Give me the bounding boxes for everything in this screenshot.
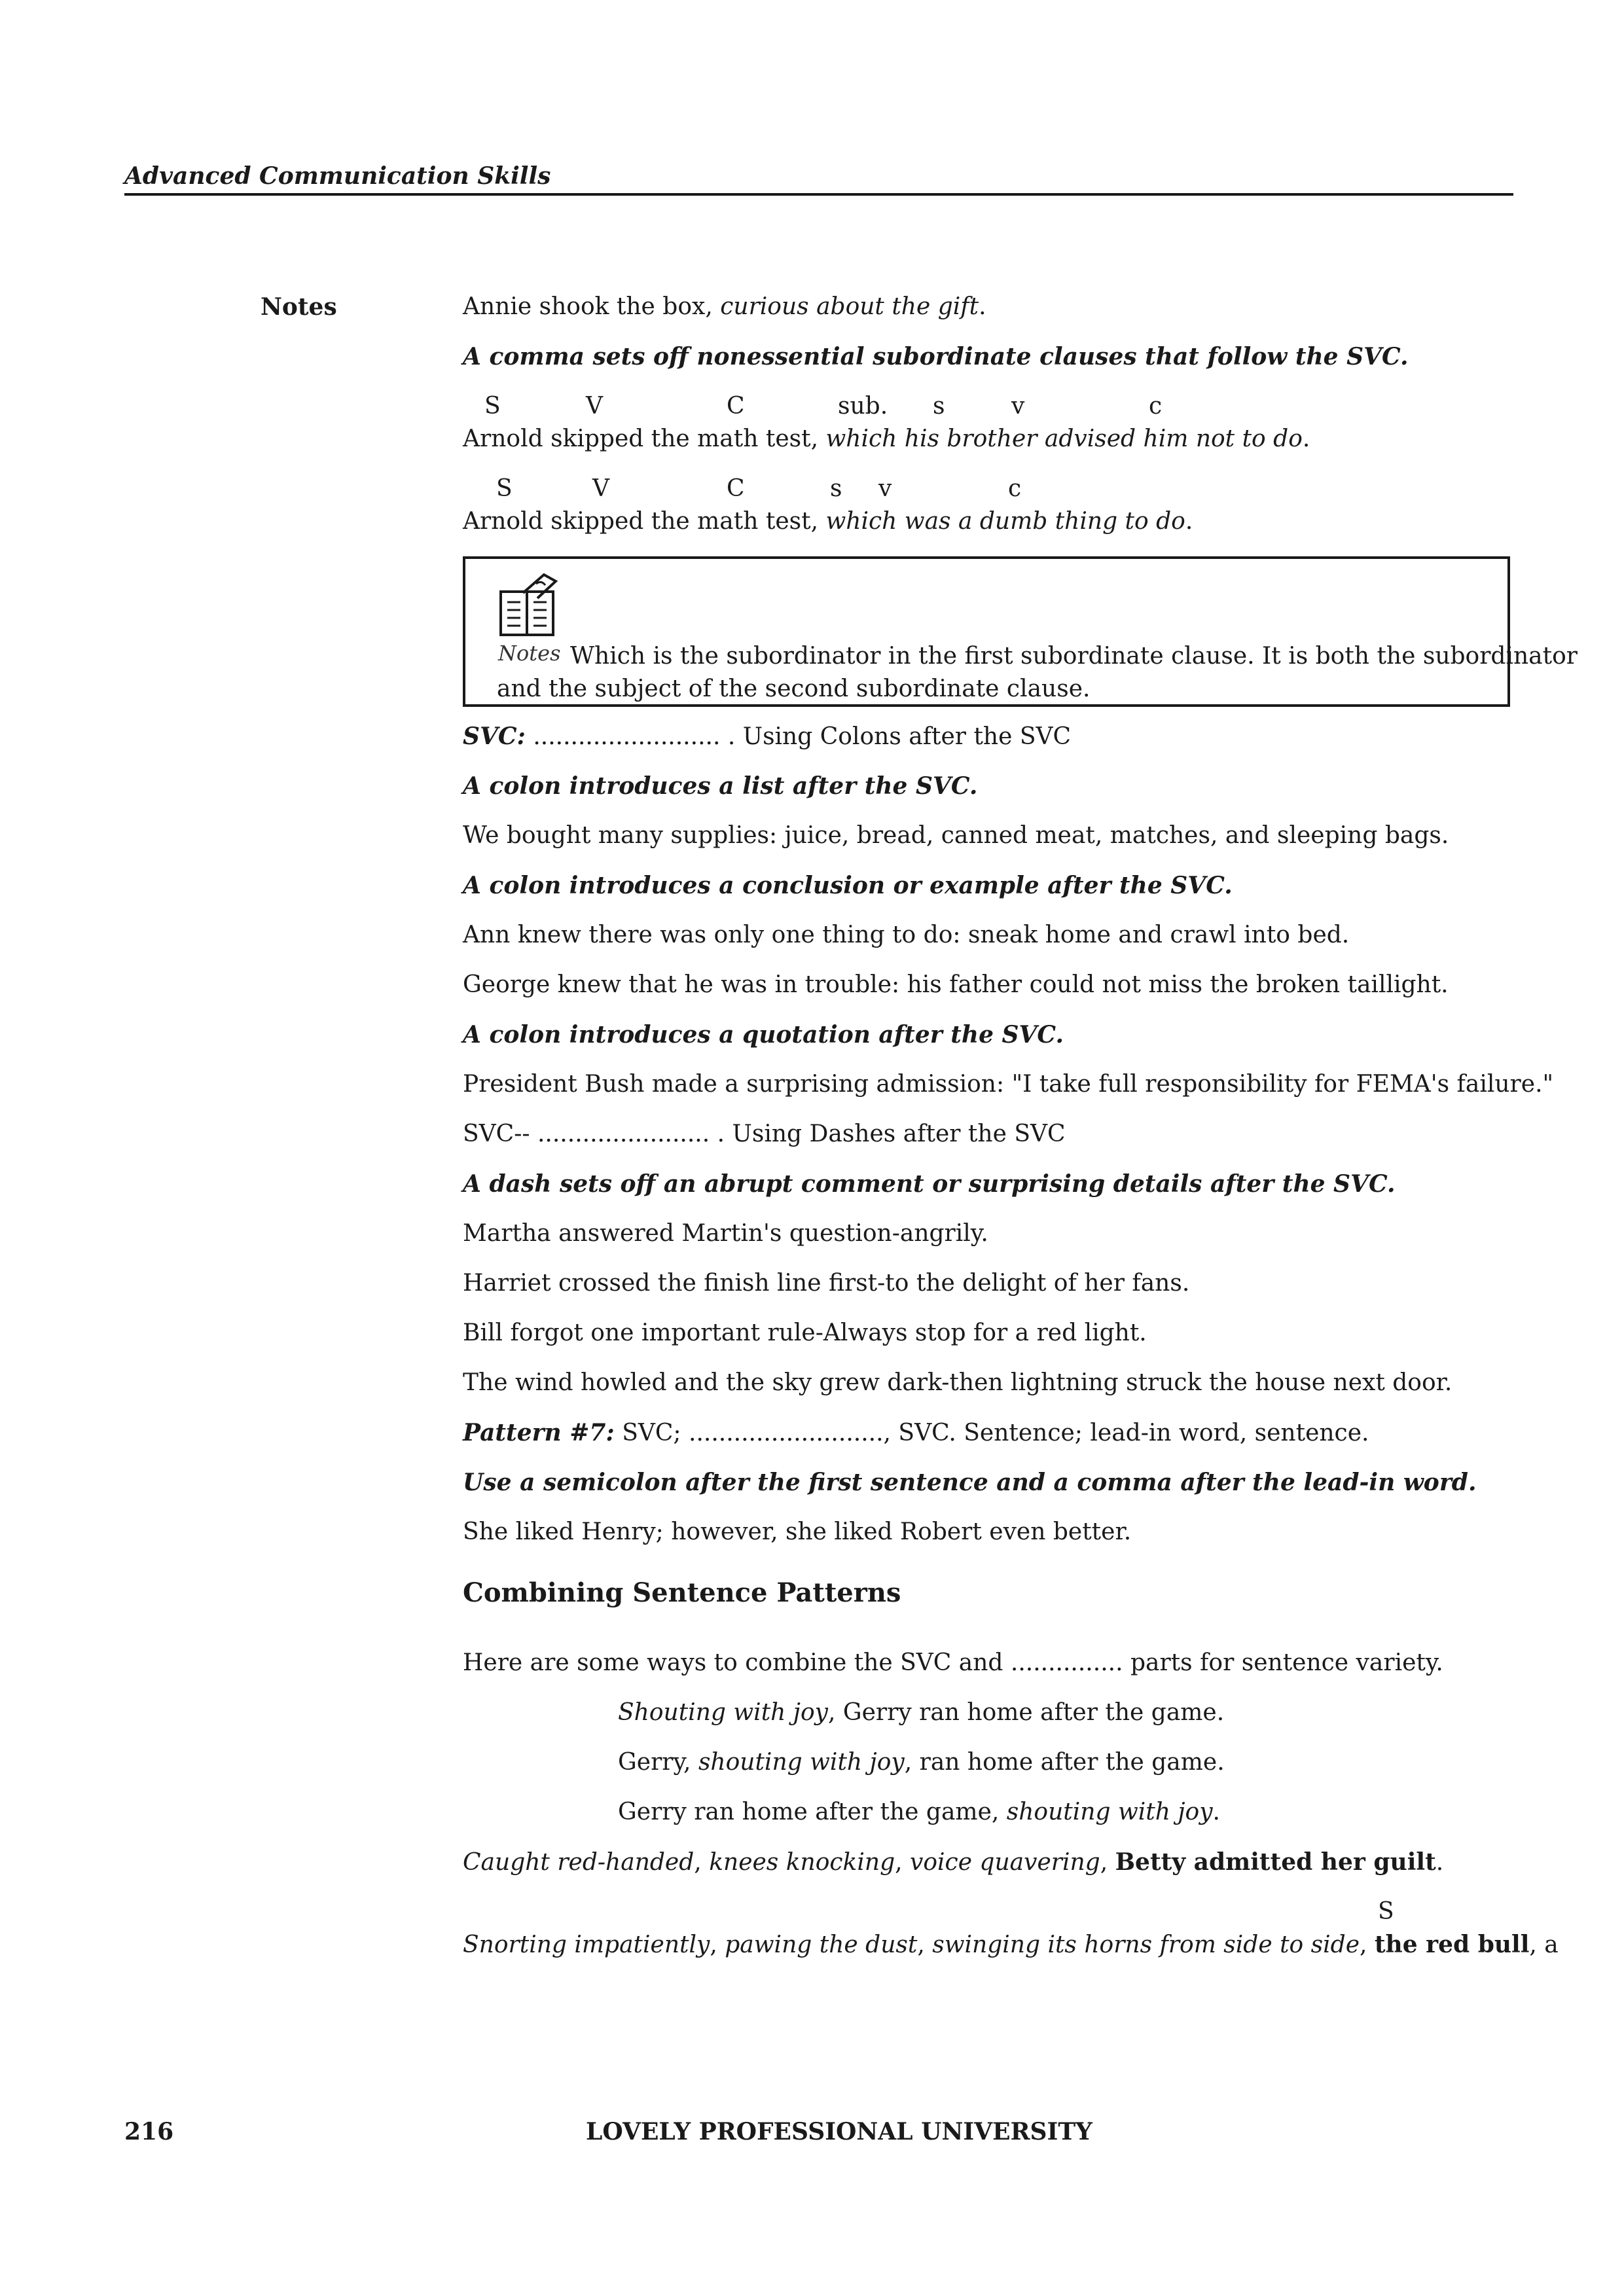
text-run: , Gerry ran home after the game. bbox=[827, 1699, 1225, 1726]
notes-text-line: Which is the subordinator in the first subordinate clause. It is both the subordinator bbox=[570, 643, 1578, 670]
grammar-marker: s bbox=[933, 393, 945, 420]
text-run: , a bbox=[1529, 1931, 1559, 1958]
text-run: , ran home after the game. bbox=[904, 1749, 1225, 1776]
bold-italic-label: SVC: bbox=[463, 723, 526, 750]
grammar-marker: S bbox=[1378, 1898, 1394, 1925]
text-run: . bbox=[979, 293, 986, 320]
text-run: ......................... . Using Colons after the SVC bbox=[525, 723, 1072, 750]
text-line: The wind howled and the sky grew dark-then lightning struck the house next door. bbox=[463, 1369, 1453, 1396]
text-run: Annie shook the box, bbox=[463, 293, 721, 320]
italic-phrase: voice quavering bbox=[910, 1849, 1100, 1876]
margin-notes-label: Notes bbox=[261, 293, 337, 321]
italic-phrase: Shouting with joy bbox=[618, 1699, 828, 1726]
example-line bbox=[618, 1799, 1220, 1825]
grammar-marker: C bbox=[727, 393, 745, 420]
bold-italic-label: Pattern #7: bbox=[463, 1419, 615, 1446]
text-line: George knew that he was in trouble: his father could not miss the broken taillight. bbox=[463, 971, 1449, 998]
text-run: , bbox=[710, 1931, 725, 1958]
notes-label: Notes bbox=[498, 641, 561, 666]
text-run: . bbox=[1302, 425, 1310, 452]
text-line: Harriet crossed the finish line first-to the delight of her fans. bbox=[463, 1270, 1190, 1297]
grammar-marker: V bbox=[592, 475, 609, 502]
italic-phrase: which was a dumb thing to do bbox=[825, 508, 1185, 535]
text-run: , bbox=[1100, 1849, 1115, 1876]
text-line bbox=[463, 1419, 1369, 1446]
footer-university: LOVELY PROFESSIONAL UNIVERSITY bbox=[586, 2118, 1092, 2145]
text-run: Gerry ran home after the game, bbox=[618, 1799, 1007, 1825]
text-run: . bbox=[1212, 1799, 1220, 1825]
text-run: , bbox=[1360, 1931, 1375, 1958]
text-run: , bbox=[917, 1931, 933, 1958]
text-line: Bill forgot one important rule-Always stop for a red light. bbox=[463, 1319, 1147, 1346]
page-number: 216 bbox=[124, 2118, 174, 2145]
grammar-marker: sub. bbox=[838, 393, 888, 420]
grammar-marker: S bbox=[496, 475, 513, 502]
text-line bbox=[463, 508, 1193, 535]
italic-phrase: shouting with joy bbox=[1006, 1799, 1213, 1825]
text-line bbox=[463, 425, 1310, 452]
text-run: Gerry, bbox=[618, 1749, 698, 1776]
italic-phrase: curious about the gift bbox=[720, 293, 979, 320]
italic-phrase: shouting with joy bbox=[698, 1749, 905, 1776]
italic-phrase: pawing the dust bbox=[725, 1931, 918, 1958]
notes-text-line: and the subject of the second subordinate clause. bbox=[497, 675, 1091, 702]
text-line: SVC-- ....................... . Using Dashes after the SVC bbox=[463, 1121, 1066, 1147]
rule-statement: A colon introduces a conclusion or example after the SVC. bbox=[463, 872, 1233, 899]
text-line bbox=[463, 723, 1071, 750]
italic-phrase: swinging its horns from side to side bbox=[932, 1931, 1360, 1958]
section-heading: Combining Sentence Patterns bbox=[463, 1577, 901, 1608]
rule-statement: Use a semicolon after the first sentence and a comma after the lead-in word. bbox=[463, 1469, 1477, 1496]
grammar-marker: v bbox=[1011, 393, 1025, 420]
grammar-marker: C bbox=[727, 475, 745, 502]
text-run: , bbox=[895, 1849, 910, 1876]
grammar-marker: V bbox=[586, 393, 603, 420]
text-run: . bbox=[1185, 508, 1193, 535]
text-line: We bought many supplies: juice, bread, canned meat, matches, and sleeping bags. bbox=[463, 822, 1449, 849]
rule-statement: A comma sets off nonessential subordinate clauses that follow the SVC. bbox=[463, 343, 1409, 370]
grammar-marker: v bbox=[878, 475, 892, 502]
text-line: Ann knew there was only one thing to do: sneak home and crawl into bed. bbox=[463, 922, 1350, 948]
text-line bbox=[463, 293, 986, 320]
italic-phrase: knees knocking bbox=[709, 1849, 895, 1876]
text-run: . bbox=[1435, 1849, 1444, 1876]
example-line bbox=[463, 1931, 1559, 1958]
text-run: Arnold skipped the math test, bbox=[463, 425, 826, 452]
bold-phrase: the red bull bbox=[1374, 1931, 1530, 1958]
text-run: , bbox=[694, 1849, 710, 1876]
example-line bbox=[618, 1749, 1225, 1776]
notes-book-icon bbox=[497, 572, 560, 637]
rule-statement: A dash sets off an abrupt comment or surprising details after the SVC. bbox=[463, 1170, 1396, 1198]
running-header-title: Advanced Communication Skills bbox=[124, 162, 551, 190]
text-run: SVC; .........................., SVC. Sentence; lead-in word, sentence. bbox=[614, 1420, 1369, 1446]
bold-phrase: Betty admitted her guilt bbox=[1115, 1848, 1436, 1876]
grammar-marker: S bbox=[484, 393, 501, 420]
text-line: President Bush made a surprising admission: "I take full responsibility for FEMA's failure." bbox=[463, 1071, 1554, 1098]
italic-phrase: which his brother advised him not to do bbox=[825, 425, 1303, 452]
example-line bbox=[463, 1848, 1443, 1876]
grammar-marker: c bbox=[1008, 475, 1022, 502]
grammar-marker: c bbox=[1149, 393, 1163, 420]
italic-phrase: Caught red-handed bbox=[463, 1849, 695, 1876]
italic-phrase: Snorting impatiently bbox=[463, 1931, 710, 1958]
text-line: She liked Henry; however, she liked Robert even better. bbox=[463, 1518, 1132, 1545]
notes-callout-box bbox=[463, 556, 1578, 707]
example-line bbox=[618, 1699, 1224, 1726]
rule-statement: A colon introduces a list after the SVC. bbox=[463, 772, 978, 800]
text-line: Martha answered Martin's question-angrily. bbox=[463, 1220, 988, 1247]
rule-statement: A colon introduces a quotation after the SVC. bbox=[463, 1021, 1064, 1049]
text-line: Here are some ways to combine the SVC and ............... parts for sentence variety. bbox=[463, 1649, 1443, 1676]
grammar-marker: s bbox=[830, 475, 842, 502]
header-rule bbox=[124, 193, 1513, 196]
text-run: Arnold skipped the math test, bbox=[463, 508, 826, 535]
